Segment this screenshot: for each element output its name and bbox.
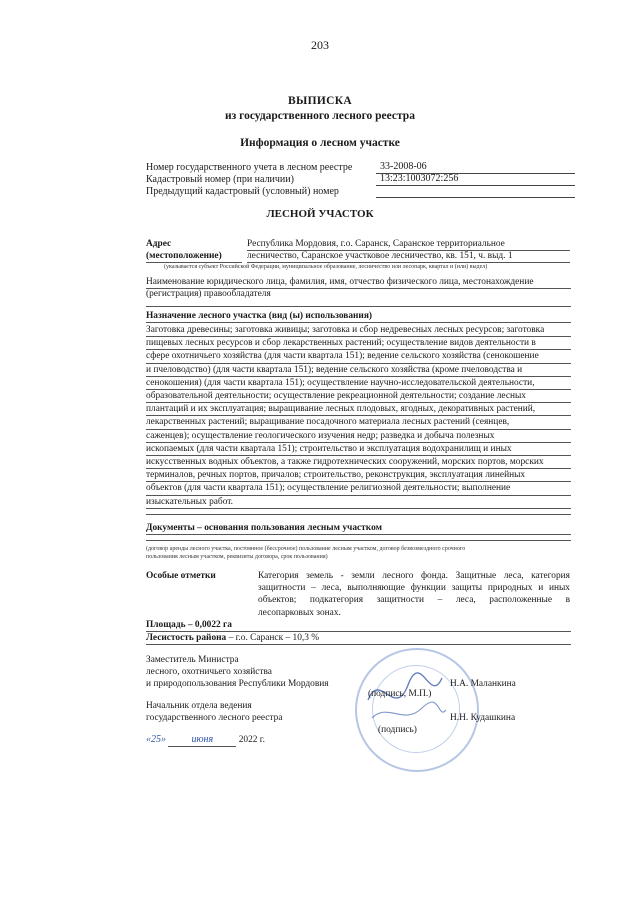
address-line-2: лесничество, Саранское участковое лесничество, кв. 151, ч. выд. 1 <box>247 250 570 263</box>
document-subtitle: из государственного лесного реестра <box>225 110 415 122</box>
purpose-line: пищевых лесных ресурсов и сбор лекарственных растений; осуществление видов деятельности в <box>146 337 571 350</box>
documents-note-2: пользования лесным участком, реквизиты договора, срок пользования) <box>146 554 328 560</box>
date-day: «25» <box>146 734 166 745</box>
head-signature-caption: (подпись) <box>378 725 417 735</box>
signing-date <box>146 734 265 747</box>
head-name: Н.Н. Кудашкина <box>450 713 516 723</box>
address-label: Адрес <box>146 239 172 249</box>
area-row <box>146 619 571 632</box>
divider <box>146 540 571 541</box>
special-marks-line: лесопарковых зонах. <box>258 607 341 618</box>
document-title: ВЫПИСКА <box>288 95 352 107</box>
deputy-name: Н.А. Маланкина <box>450 679 516 689</box>
deputy-title-2: лесного, охотничьего хозяйства <box>146 667 272 677</box>
address-note: (указывается субъект Российской Федерации, муниципальное образование, лесничество или лесопарк, квартал и (или) выдел) <box>164 264 488 270</box>
purpose-line: Заготовка древесины; заготовка живицы; заготовка и сбор недревесных лесных ресурсов; заготовка <box>146 324 571 337</box>
deputy-signature-caption: (подпись, М.П.) <box>368 689 432 699</box>
purpose-line: саженцев); осуществление геологического изучения недр; разведка и добыча полезных <box>146 430 571 443</box>
divider <box>146 514 571 515</box>
cadastral-number-value: 13:23:1003072:256 <box>376 173 575 186</box>
previous-cadastral-value <box>376 185 575 198</box>
area-value: 0,0022 га <box>194 620 232 630</box>
purpose-line: изыскательных работ. <box>146 496 571 509</box>
purpose-line: лекарственных растений; выращивание посадочного материала лесных растений (сеянцев, <box>146 416 571 429</box>
area-label: Площадь – <box>146 620 195 630</box>
forest-cover-value: – г.о. Саранск – 10,3 % <box>226 633 320 643</box>
purpose-line: сфере охотничьего хозяйства (для части квартала 151); ведение сельского хозяйства (сенокошение <box>146 350 571 363</box>
plot-heading: ЛЕСНОЙ УЧАСТОК <box>266 208 374 220</box>
purpose-line: сенокошения) (для части квартала 151); осуществление научно-исследовательской деятельности, <box>146 377 571 390</box>
holder-line-1: Наименование юридического лица, фамилия, имя, отчество физического лица, местонахождение <box>146 276 571 289</box>
deputy-title-3: и природопользования Республики Мордовия <box>146 679 329 689</box>
purpose-line: и пчеловодство) (для части квартала 151); ведение сельского хозяйства (кроме пчеловодства и <box>146 364 571 377</box>
date-month: июня <box>168 734 236 747</box>
forest-cover-label: Лесистость района <box>146 633 227 643</box>
purpose-line: ископаемых (для части квартала 151); строительство и эксплуатация водохранилищ и иных <box>146 443 571 456</box>
page-number: 203 <box>311 38 329 52</box>
address-line-1: Республика Мордовия, г.о. Саранск, Саранское территориальное <box>247 238 570 251</box>
divider <box>146 306 571 307</box>
purpose-line: образовательной деятельности; осуществление рекреационной деятельности; создание лесных <box>146 390 571 403</box>
head-title-1: Начальник отдела ведения <box>146 701 252 711</box>
previous-cadastral-label: Предыдущий кадастровый (условный) номер <box>146 186 339 197</box>
special-marks-label: Особые отметки <box>146 571 216 581</box>
special-marks-line: Категория земель - земли лесного фонда. Защитные леса, категория <box>258 571 570 581</box>
deputy-title-1: Заместитель Министра <box>146 655 239 665</box>
documents-heading: Документы – основания пользования лесным участком <box>146 522 571 535</box>
section-heading: Информация о лесном участке <box>240 137 400 149</box>
cadastral-number-label: Кадастровый номер (при наличии) <box>146 174 294 185</box>
special-marks-text <box>258 570 570 619</box>
head-title-2: государственного лесного реестра <box>146 713 283 723</box>
address-label-sub: (местоположение) <box>146 250 242 263</box>
purpose-heading: Назначение лесного участка (вид (ы) использования) <box>146 310 571 323</box>
purpose-text <box>146 324 571 509</box>
forest-cover-row <box>146 632 571 645</box>
purpose-line: терминалов, речных портов, причалов; строительство, реконструкция, эксплуатация линейных <box>146 469 571 482</box>
special-marks-line: объектов; подкатегория защитности – леса, расположенные в <box>258 595 570 606</box>
purpose-line: искусственных водных объектов, а также гидротехнических сооружений, морских портов, морских <box>146 456 571 469</box>
purpose-line: плантаций и их эксплуатация; выращивание лесных плодовых, ягодных, декоративных растений, <box>146 403 571 416</box>
account-number-label: Номер государственного учета в лесном реестре <box>146 162 353 173</box>
account-number-value: 33-2008-06 <box>376 161 575 174</box>
holder-line-2: (регистрация) правообладателя <box>146 289 271 299</box>
special-marks-line: защитности – леса, выполняющие функции защиты природных и иных <box>258 583 570 594</box>
date-year: 2022 г. <box>238 735 265 745</box>
documents-note-1: (договор аренды лесного участка, постоянное (бессрочное) пользование лесным участком, договор безвозмездного срочного <box>146 546 466 552</box>
purpose-line: объектов (для части квартала 151); осуществление религиозной деятельности; выполнение <box>146 482 571 495</box>
